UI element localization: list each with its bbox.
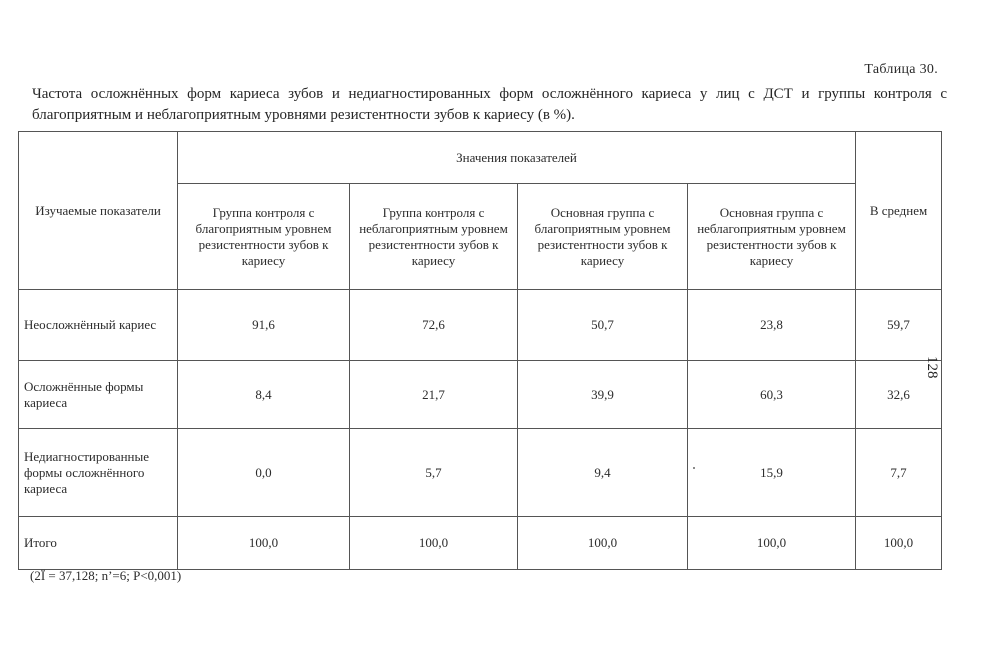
table-cell: 0,0	[178, 429, 350, 517]
table-cell: 100,0	[688, 517, 856, 570]
table-cell: 100,0	[518, 517, 688, 570]
header-corner: Изучаемые показатели	[19, 132, 178, 290]
table-cell: 50,7	[518, 290, 688, 361]
header-column: Группа контроля с неблагоприятным уровнем резистентности зубов к кариесу	[350, 184, 518, 290]
table-cell: 8,4	[178, 361, 350, 429]
row-average: 32,6	[856, 361, 942, 429]
header-row-group	[19, 132, 942, 184]
table-row	[19, 290, 942, 361]
row-label: Неосложнённый кариес	[19, 290, 178, 361]
header-average: В среднем	[856, 132, 942, 290]
row-label: Осложнённые формы кариеса	[19, 361, 178, 429]
header-column: Основная группа с неблагоприятным уровнем резистентности зубов к кариесу	[688, 184, 856, 290]
scan-speck	[693, 467, 695, 469]
table-row	[19, 429, 942, 517]
table-cell: 9,4	[518, 429, 688, 517]
row-label: Итого	[19, 517, 178, 570]
table-row	[19, 361, 942, 429]
header-column: Группа контроля с благоприятным уровнем резистентности зубов к кариесу	[178, 184, 350, 290]
table-row-total	[19, 517, 942, 570]
table-cell: 100,0	[350, 517, 518, 570]
table-cell: 60,3	[688, 361, 856, 429]
row-average: 100,0	[856, 517, 942, 570]
table-number: Таблица 30.	[864, 62, 938, 77]
table-cell: 21,7	[350, 361, 518, 429]
table-cell: 100,0	[178, 517, 350, 570]
table-cell: 39,9	[518, 361, 688, 429]
header-group: Значения показателей	[178, 132, 856, 184]
header-column: Основная группа с благоприятным уровнем резистентности зубов к кариесу	[518, 184, 688, 290]
table-caption: Частота осложнённых форм кариеса зубов и недиагностированных форм осложнённого кариеса у лиц с ДСТ и группы контроля с благоприятным и неблагоприятным уровнями резистентности зубов к кариесу (в %).	[32, 86, 947, 123]
statistics-footnote: (2Ї = 37,128; n’=6; Р<0,001)	[30, 568, 182, 583]
row-average: 59,7	[856, 290, 942, 361]
data-table	[18, 131, 942, 570]
row-average: 7,7	[856, 429, 942, 517]
page-number: 128	[924, 356, 940, 379]
row-label: Недиагностированные формы осложнённого кариеса	[19, 429, 178, 517]
table-cell: 5,7	[350, 429, 518, 517]
table-cell: 72,6	[350, 290, 518, 361]
table-cell: 91,6	[178, 290, 350, 361]
table-cell: 15,9	[688, 429, 856, 517]
table-cell: 23,8	[688, 290, 856, 361]
